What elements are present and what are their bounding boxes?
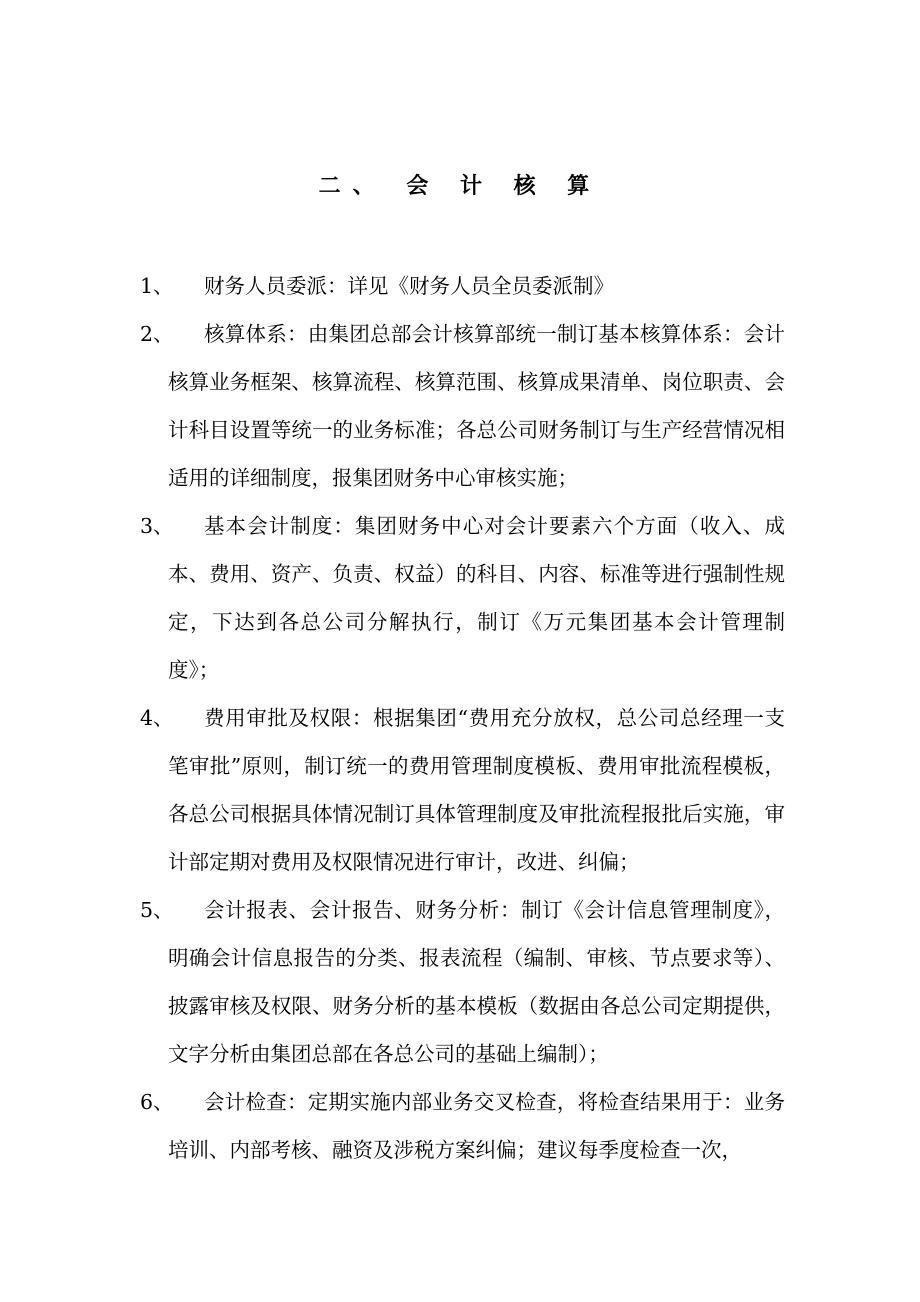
item-text: 核算体系：由集团总部会计核算部统一制订基本核算体系：会计核算业务框架、核算流程、核算范围、核算成果清单、岗位职责、会计科目设置等统一的业务标准；各总公司财务制订与生产经营情况相适用的详细制度，报集团财务中心审核实施； (168, 322, 785, 490)
item-text: 会计检查：定期实施内部业务交叉检查，将检查结果用于：业务培训、内部考核、融资及涉税方案纠偏；建议每季度检查一次， (168, 1090, 785, 1162)
item-number: 5、 (140, 898, 174, 922)
list-item-6 (140, 1078, 785, 1174)
list-item-1 (140, 262, 785, 310)
list-item-3 (140, 502, 785, 694)
section-title: 二、 会 计 核 算 (318, 173, 602, 199)
item-text: 费用审批及权限：根据集团“费用充分放权，总公司总经理一支笔审批”原则，制订统一的费用管理制度模板、费用审批流程模板，各总公司根据具体情况制订具体管理制度及审批流程报批后实施，审计部定期对费用及权限情况进行审计，改进、纠偏； (168, 706, 785, 874)
item-number: 6、 (140, 1090, 174, 1114)
item-text: 会计报表、会计报告、财务分析：制订《会计信息管理制度》，明确会计信息报告的分类、报表流程（编制、审核、节点要求等）、披露审核及权限、财务分析的基本模板（数据由各总公司定期提供，文字分析由集团总部在各总公司的基础上编制）； (168, 898, 785, 1066)
item-number: 3、 (140, 514, 174, 538)
list-item-4 (140, 694, 785, 886)
list-item-2 (140, 310, 785, 502)
item-list (140, 262, 785, 1174)
item-number: 1、 (140, 274, 174, 298)
item-number: 2、 (140, 322, 174, 346)
item-text: 基本会计制度：集团财务中心对会计要素六个方面（收入、成本、费用、资产、负责、权益）的科目、内容、标准等进行强制性规定，下达到各总公司分解执行，制订《万元集团基本会计管理制度》； (168, 514, 785, 682)
item-number: 4、 (140, 706, 174, 730)
item-text: 财务人员委派：详见《财务人员全员委派制》 (204, 274, 614, 298)
list-item-5 (140, 886, 785, 1078)
